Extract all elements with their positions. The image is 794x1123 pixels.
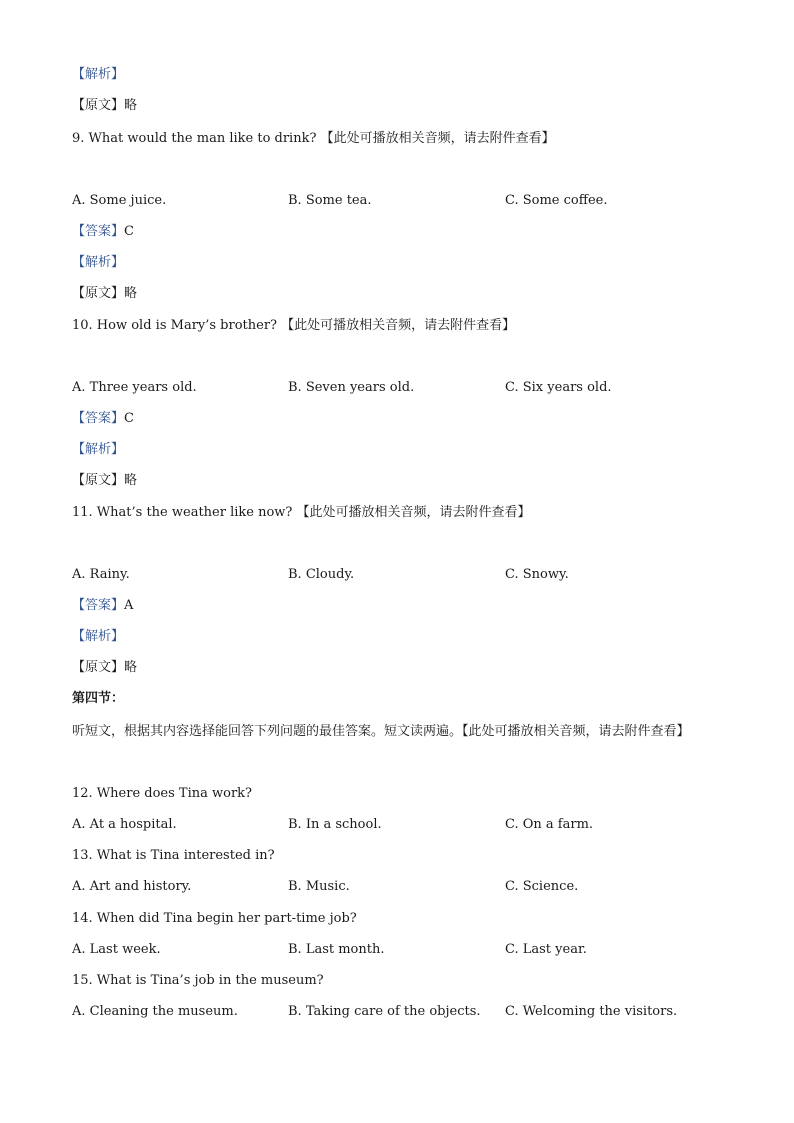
q9-answer: C (124, 224, 134, 239)
q9-option-c: C. Some coffee. (505, 193, 608, 208)
q10-audio-note[interactable]: 【此处可播放相关音频，请去附件查看】 (281, 318, 516, 333)
q10-option-c: C. Six years old. (505, 380, 612, 395)
q9-question: 9. What would the man like to drink? (72, 131, 317, 146)
q11-question-row (72, 504, 531, 522)
q12-question: 12. Where does Tina work? (72, 786, 253, 801)
q12-option-c: C. On a farm. (505, 817, 594, 832)
q12-option-a: A. At a hospital. (72, 817, 177, 832)
q13-option-a: A. Art and history. (72, 879, 192, 894)
q13-question: 13. What is Tina interested in? (72, 848, 275, 863)
q9-option-b: B. Some tea. (288, 193, 372, 208)
q14-option-c: C. Last year. (505, 942, 587, 957)
q8-analysis-label: 【解析】 (72, 67, 125, 82)
q11-analysis-label: 【解析】 (72, 629, 125, 644)
section4-title: 第四节： (72, 691, 125, 706)
q10-option-b: B. Seven years old. (288, 380, 415, 395)
q13-option-b: B. Music. (288, 879, 350, 894)
q11-option-a: A. Rainy. (72, 567, 130, 582)
q14-question: 14. When did Tina begin her part-time job? (72, 911, 357, 926)
q12-option-b: B. In a school. (288, 817, 382, 832)
q11-answer: A (124, 598, 134, 613)
q10-question-row (72, 317, 515, 335)
q10-question: 10. How old is Mary’s brother? (72, 318, 278, 333)
section4-instruction: 听短文，根据其内容选择能回答下列问题的最佳答案。短文读两遍。【此处可播放相关音频，请去附件查看】 (72, 724, 690, 739)
q9-original-text: 【原文】略 (72, 286, 138, 301)
q9-answer-label: 【答案】 (72, 224, 125, 239)
q10-original-text: 【原文】略 (72, 473, 138, 488)
q10-answer-row (72, 410, 134, 428)
q14-option-a: A. Last week. (72, 942, 161, 957)
q10-analysis-label: 【解析】 (72, 442, 125, 457)
q10-answer: C (124, 411, 134, 426)
q9-question-row (72, 130, 555, 148)
q11-question: 11. What’s the weather like now? (72, 505, 293, 520)
q15-option-c: C. Welcoming the visitors. (505, 1004, 678, 1019)
q15-option-a: A. Cleaning the museum. (72, 1004, 238, 1019)
q10-option-a: A. Three years old. (72, 380, 197, 395)
q14-option-b: B. Last month. (288, 942, 385, 957)
q8-original-text: 【原文】略 (72, 98, 138, 113)
q9-option-a: A. Some juice. (72, 193, 167, 208)
q9-audio-note[interactable]: 【此处可播放相关音频，请去附件查看】 (320, 131, 555, 146)
q11-audio-note[interactable]: 【此处可播放相关音频，请去附件查看】 (296, 505, 531, 520)
q9-analysis-label: 【解析】 (72, 255, 125, 270)
q15-option-b: B. Taking care of the objects. (288, 1004, 481, 1019)
q11-option-b: B. Cloudy. (288, 567, 355, 582)
q13-option-c: C. Science. (505, 879, 579, 894)
q9-answer-row (72, 223, 134, 241)
q11-answer-row (72, 597, 133, 615)
q10-answer-label: 【答案】 (72, 411, 125, 426)
q15-question: 15. What is Tina’s job in the museum? (72, 973, 324, 988)
q11-option-c: C. Snowy. (505, 567, 569, 582)
q11-answer-label: 【答案】 (72, 598, 125, 613)
q11-original-text: 【原文】略 (72, 660, 138, 675)
